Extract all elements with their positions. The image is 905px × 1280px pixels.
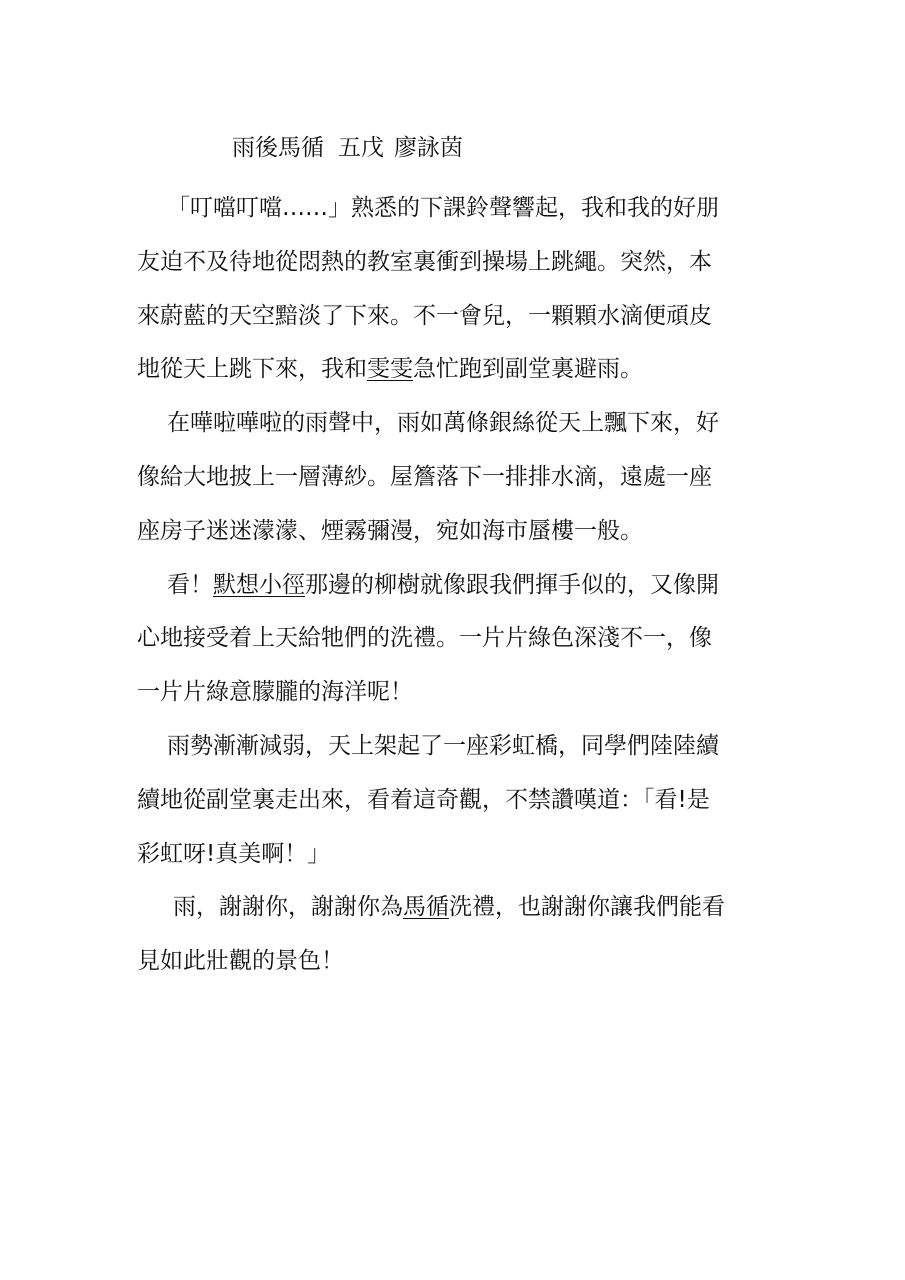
paragraph-1-line-1	[137, 182, 777, 236]
paragraph-3-line-2	[137, 612, 777, 666]
paragraph-1-line-4	[137, 343, 777, 397]
underlined-school: 馬循	[403, 894, 449, 921]
text-run: 急忙跑到副堂裏避雨。	[413, 356, 643, 383]
paragraph-2-line-1	[137, 397, 777, 451]
title-class: 五戊	[338, 135, 384, 161]
paragraph-4-line-2	[137, 774, 777, 828]
text-run: 彩虹呀!真美啊！」	[137, 840, 331, 867]
text-run: 雨勢漸漸減弱，天上架起了一座彩虹橋，同學們陸陸續	[167, 732, 719, 759]
text-run: 座房子迷迷濛濛、煙霧彌漫，宛如海市蜃樓一般。	[137, 517, 643, 544]
text-run: 「叮噹叮噹……」熟悉的下課鈴聲響起，我和我的好朋	[167, 195, 719, 221]
text-run: 心地接受着上天給牠們的洗禮。一片片綠色深淺不一，像	[137, 625, 712, 652]
text-run: 友迫不及待地從悶熱的教室裏衝到操場上跳繩。突然，本	[137, 248, 712, 275]
text-run: 看！	[167, 571, 213, 598]
title-author: 廖詠茵	[394, 135, 463, 161]
underlined-name: 雯雯	[367, 356, 413, 383]
paragraph-1-line-2	[137, 236, 777, 290]
paragraph-2-line-3	[137, 505, 777, 559]
essay-body	[137, 182, 777, 989]
paragraph-1-line-3	[137, 290, 777, 344]
paragraph-5-line-1	[137, 881, 777, 935]
paragraph-4-line-1	[137, 720, 777, 774]
underlined-place: 默想小徑	[213, 571, 305, 598]
paragraph-3-line-1	[137, 559, 777, 613]
text-run: 在嘩啦嘩啦的雨聲中，雨如萬條銀絲從天上飄下來，好	[167, 410, 719, 437]
text-run: 雨，謝謝你，謝謝你為	[173, 894, 403, 921]
text-run: 來蔚藍的天空黯淡了下來。不一會兒，一顆顆水滴便頑皮	[137, 302, 712, 329]
title-heading: 雨後馬循	[232, 135, 324, 161]
text-run: 那邊的柳樹就像跟我們揮手似的，又像開	[305, 571, 719, 598]
text-run: 洗禮，也謝謝你讓我們能看	[449, 894, 725, 921]
paragraph-5-line-2	[137, 935, 777, 989]
text-run: 見如此壯觀的景色！	[137, 948, 344, 975]
text-run: 續地從副堂裏走出來，看着這奇觀，不禁讚嘆道：「看!是	[137, 786, 710, 813]
paragraph-4-line-3	[137, 828, 777, 882]
essay-title	[232, 130, 463, 166]
paragraph-3-line-3	[137, 666, 777, 720]
paragraph-2-line-2	[137, 451, 777, 505]
text-run: 一片片綠意朦朧的海洋呢！	[137, 679, 413, 706]
text-run: 像給大地披上一層薄紗。屋簷落下一排排水滴，遠處一座	[137, 463, 712, 490]
text-run: 地從天上跳下來，我和	[137, 356, 367, 383]
